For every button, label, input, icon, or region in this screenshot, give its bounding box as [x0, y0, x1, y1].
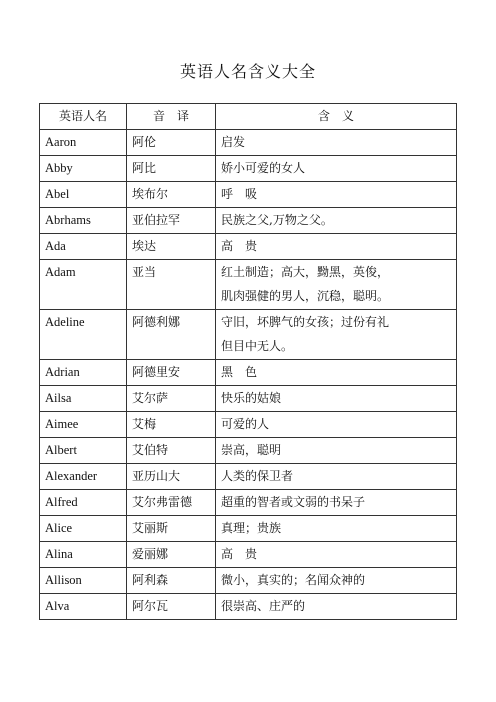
- cell-meaning: [216, 130, 457, 156]
- meaning-line: 可爱的人: [221, 417, 270, 431]
- cell-english-name: Abby: [40, 156, 127, 182]
- cell-english-name: Adrian: [40, 360, 127, 386]
- cell-english-name: Aimee: [40, 412, 127, 438]
- cell-transliteration: 阿伦: [127, 130, 216, 156]
- table-row: [40, 234, 457, 260]
- header-meaning: 含 义: [216, 104, 457, 130]
- cell-meaning: [216, 594, 457, 620]
- cell-transliteration: 埃布尔: [127, 182, 216, 208]
- cell-english-name: Alina: [40, 542, 127, 568]
- table-row: [40, 386, 457, 412]
- cell-transliteration: 阿尔瓦: [127, 594, 216, 620]
- cell-meaning: [216, 490, 457, 516]
- cell-transliteration: 艾丽斯: [127, 516, 216, 542]
- meaning-line: 红土制造；高大，黝黑，英俊，: [221, 265, 390, 279]
- meaning-line: 超重的智者或文弱的书呆子: [221, 495, 366, 509]
- cell-english-name: Albert: [40, 438, 127, 464]
- table-row: [40, 516, 457, 542]
- cell-meaning: [216, 234, 457, 260]
- meaning-line: 高 贵: [221, 547, 258, 561]
- cell-transliteration: 爱丽娜: [127, 542, 216, 568]
- table-row: [40, 568, 457, 594]
- meaning-line: 肌肉强健的男人，沉稳，聪明。: [221, 289, 390, 303]
- names-table: [39, 103, 457, 620]
- meaning-line: 守旧，坏脾气的女孩；过份有礼: [221, 315, 390, 329]
- cell-transliteration: 亚历山大: [127, 464, 216, 490]
- cell-transliteration: 阿德利娜: [127, 310, 216, 360]
- cell-meaning: [216, 208, 457, 234]
- cell-english-name: Alice: [40, 516, 127, 542]
- header-english-name: 英语人名: [40, 104, 127, 130]
- cell-english-name: Alfred: [40, 490, 127, 516]
- cell-transliteration: 艾尔弗雷德: [127, 490, 216, 516]
- cell-transliteration: 亚当: [127, 260, 216, 310]
- cell-transliteration: 艾尔萨: [127, 386, 216, 412]
- table-header-row: [40, 104, 457, 130]
- table-row: [40, 130, 457, 156]
- table-row: [40, 360, 457, 386]
- meaning-line: 高 贵: [221, 239, 258, 253]
- cell-meaning: [216, 360, 457, 386]
- table-row: [40, 542, 457, 568]
- cell-transliteration: 艾伯特: [127, 438, 216, 464]
- meaning-line: 呼 吸: [221, 187, 258, 201]
- cell-english-name: Abel: [40, 182, 127, 208]
- table-body: [40, 130, 457, 620]
- cell-english-name: Alva: [40, 594, 127, 620]
- meaning-line: 微小，真实的；名闻众神的: [221, 573, 366, 587]
- cell-meaning: [216, 310, 457, 360]
- cell-english-name: Allison: [40, 568, 127, 594]
- table-row: [40, 464, 457, 490]
- table-row: [40, 182, 457, 208]
- meaning-line: 快乐的姑娘: [221, 391, 282, 405]
- table-row: [40, 490, 457, 516]
- cell-english-name: Adeline: [40, 310, 127, 360]
- meaning-line: 人类的保卫者: [221, 469, 294, 483]
- cell-meaning: [216, 516, 457, 542]
- meaning-line: 启发: [221, 135, 246, 149]
- cell-english-name: Abrhams: [40, 208, 127, 234]
- meaning-line: 崇高，聪明: [221, 443, 282, 457]
- header-transliteration: 音 译: [127, 104, 216, 130]
- cell-meaning: [216, 412, 457, 438]
- cell-english-name: Alexander: [40, 464, 127, 490]
- cell-english-name: Ailsa: [40, 386, 127, 412]
- cell-english-name: Aaron: [40, 130, 127, 156]
- cell-english-name: Adam: [40, 260, 127, 310]
- cell-transliteration: 埃达: [127, 234, 216, 260]
- page-title: 英语人名含义大全: [179, 62, 316, 81]
- meaning-line: 但目中无人。: [221, 339, 294, 353]
- cell-transliteration: 阿比: [127, 156, 216, 182]
- cell-meaning: [216, 438, 457, 464]
- table-row: [40, 260, 457, 310]
- meaning-line: 真理；贵族: [221, 521, 282, 535]
- meaning-line: 民族之父,万物之父。: [221, 213, 333, 227]
- cell-meaning: [216, 182, 457, 208]
- cell-meaning: [216, 568, 457, 594]
- cell-meaning: [216, 464, 457, 490]
- cell-transliteration: 阿德里安: [127, 360, 216, 386]
- table-row: [40, 594, 457, 620]
- cell-transliteration: 艾梅: [127, 412, 216, 438]
- cell-meaning: [216, 542, 457, 568]
- table-row: [40, 438, 457, 464]
- table-row: [40, 310, 457, 360]
- cell-transliteration: 亚伯拉罕: [127, 208, 216, 234]
- cell-meaning: [216, 386, 457, 412]
- table-row: [40, 412, 457, 438]
- meaning-line: 很崇高、庄严的: [221, 599, 306, 613]
- cell-transliteration: 阿利森: [127, 568, 216, 594]
- cell-english-name: Ada: [40, 234, 127, 260]
- cell-meaning: [216, 260, 457, 310]
- table-row: [40, 156, 457, 182]
- meaning-line: 娇小可爱的女人: [221, 161, 306, 175]
- meaning-line: 黑 色: [221, 365, 258, 379]
- table-row: [40, 208, 457, 234]
- cell-meaning: [216, 156, 457, 182]
